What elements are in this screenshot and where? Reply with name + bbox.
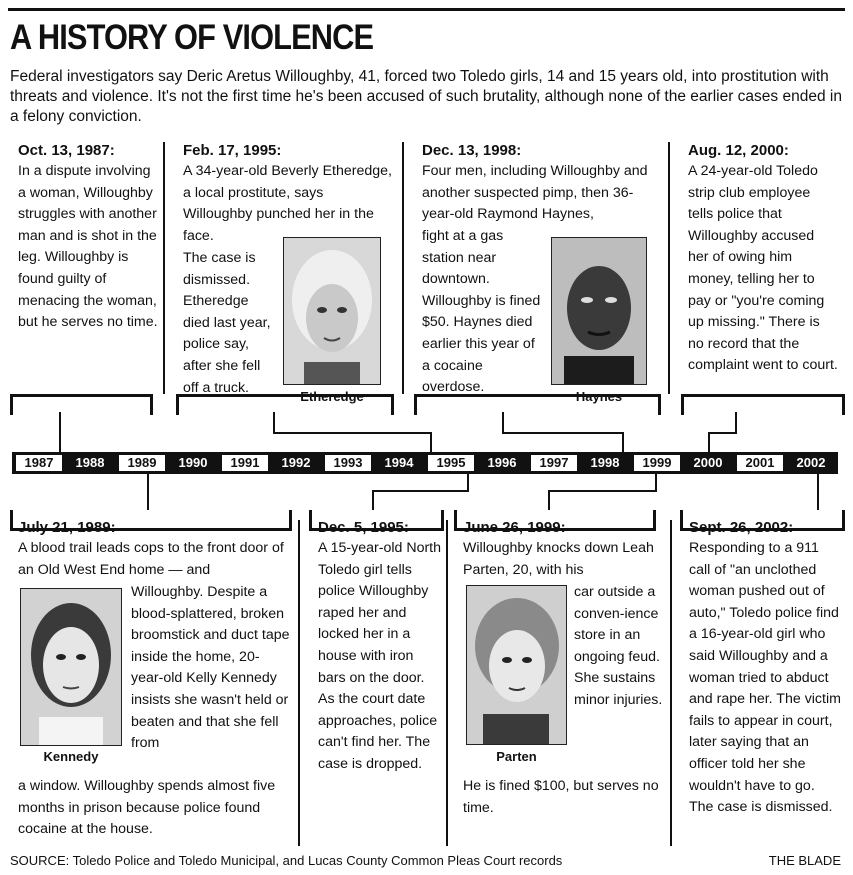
bracket-2000: [681, 394, 845, 415]
event-text: The case is dismissed. Etheredge died last year, police say, after she fell off a truck.: [183, 250, 271, 396]
year-label: 2001: [737, 455, 783, 471]
event-1995-dec: [318, 517, 442, 776]
event-1998-cont: [422, 226, 544, 399]
event-1987: [18, 140, 158, 334]
year-label: 1999: [634, 455, 680, 471]
year-label: 1991: [222, 455, 268, 471]
intro-paragraph: Federal investigators say Deric Aretus Willoughby, 41, forced two Toledo girls, 14 and 15 years old, into prostitution with threats and violence. It's not the first time he's been accused of such brutality, although none of the earlier cases ended in a felony conviction.: [10, 68, 842, 125]
bracket-1987: [10, 394, 153, 415]
connector: [817, 474, 819, 510]
year-label: 1993: [325, 455, 371, 471]
event-text: A 34-year-old Beverly Etheredge, a local prostitute, says Willoughby punched her in the face.: [183, 163, 392, 244]
column-divider: [402, 142, 404, 394]
year-label: 1996: [487, 455, 517, 470]
event-date: Dec. 5, 1995:: [318, 519, 409, 536]
event-1999: [463, 517, 663, 581]
year-label: 1992: [281, 455, 311, 470]
column-divider: [446, 520, 448, 846]
event-date: June 26, 1999:: [463, 519, 566, 536]
photo-caption: Etheredge: [300, 389, 364, 404]
photo-caption: Parten: [496, 749, 537, 764]
page-title: A HISTORY OF VIOLENCE: [10, 18, 374, 57]
column-divider: [163, 142, 165, 394]
year-label: 1998: [590, 455, 620, 470]
etheredge-photo: [283, 237, 381, 385]
event-1999-end: [463, 776, 663, 819]
event-1995-feb-cont: [183, 248, 278, 399]
event-text: Willoughby. Despite a blood-splattered, broken broomstick and duct tape inside the home, 20-year-old Kelly Kennedy insists she wasn't held or beaten and that she fell from: [131, 584, 290, 752]
year-label: 1989: [119, 455, 165, 471]
event-1989: [18, 517, 290, 581]
bracket-1998: [414, 394, 661, 415]
event-text: A 24-year-old Toledo strip club employee tells police that Willoughby accused her of owing him money, telling her to pay or "you're coming up missing." There is no record that the complaint went to court.: [688, 163, 838, 374]
year-label: 2002: [796, 455, 826, 470]
connector: [372, 490, 374, 510]
connector: [147, 474, 149, 510]
connector: [622, 432, 624, 452]
year-label: 1990: [178, 455, 208, 470]
source-note: SOURCE: Toledo Police and Toledo Municipal, and Lucas County Common Pleas Court records: [10, 853, 563, 868]
column-divider: [298, 520, 300, 846]
event-date: Aug. 12, 2000:: [688, 142, 789, 159]
connector: [273, 432, 432, 434]
haynes-photo: [551, 237, 647, 385]
year-label: 1997: [531, 455, 577, 471]
event-date: Sept. 26, 2002:: [689, 519, 794, 536]
event-text: He is fined $100, but serves no time.: [463, 778, 659, 816]
event-2000: [688, 140, 838, 377]
column-divider: [668, 142, 670, 394]
connector: [502, 412, 504, 434]
event-date: Oct. 13, 1987:: [18, 142, 115, 159]
connector: [708, 432, 710, 452]
photo-caption: Kennedy: [43, 749, 99, 764]
connector: [548, 490, 657, 492]
event-text: a window. Willoughby spends almost five months in prison because police found cocaine at the house.: [18, 778, 276, 838]
event-date: July 21, 1989:: [18, 519, 116, 536]
event-text: Four men, including Willoughby and another suspected pimp, then 36-year-old Raymond Haynes,: [422, 163, 648, 223]
connector: [708, 432, 737, 434]
publication-credit: THE BLADE: [768, 853, 841, 868]
event-text: A 15-year-old North Toledo girl tells police Willoughby raped her and locked her in a house with iron bars on the door. As the court date approaches, police can't find her. The case is dropped.: [318, 540, 442, 772]
year-label: 1994: [384, 455, 414, 470]
event-text: In a dispute involving a woman, Willoughby struggles with another man and is shot in the leg. Willoughby is found guilty of menacing the woman, but he serves no time.: [18, 163, 158, 331]
bracket-1995: [176, 394, 394, 415]
connector: [59, 412, 61, 452]
year-label: 1988: [75, 455, 105, 470]
connector: [273, 412, 275, 434]
kennedy-photo: [20, 588, 122, 746]
parten-photo: [466, 585, 567, 745]
year-label: 1987: [16, 455, 62, 471]
event-2002: [689, 517, 841, 819]
event-text: fight at a gas station near downtown. Willoughby is fined $50. Haynes died earlier this year of a cocaine overdose.: [422, 228, 541, 396]
event-1999-cont: [574, 582, 666, 712]
event-1995-feb: [183, 140, 393, 247]
event-1998: [422, 140, 662, 226]
event-1989-end: [18, 776, 290, 841]
event-date: Dec. 13, 1998:: [422, 142, 522, 159]
event-1989-cont: [131, 582, 291, 755]
connector: [502, 432, 624, 434]
connector: [372, 490, 469, 492]
event-date: Feb. 17, 1995:: [183, 142, 282, 159]
connector: [735, 412, 737, 434]
event-text: Responding to a 911 call of "an unclothed woman pushed out of auto," Toledo police find a 16-year-old girl who said Willoughby and a woman tried to abduct and rape her. The victim fails to appear in court, later saying that an officer told her she wouldn't have to go. The case is dismissed.: [689, 540, 841, 816]
connector: [548, 490, 550, 510]
event-text: A blood trail leads cops to the front door of an Old West End home — and: [18, 540, 284, 578]
event-text: Willoughby knocks down Leah Parten, 20, with his: [463, 540, 654, 578]
photo-caption: Haynes: [575, 389, 623, 404]
year-label: 2000: [693, 455, 723, 470]
column-divider: [670, 520, 672, 846]
year-label: 1995: [428, 455, 474, 471]
event-text: car outside a conven-ience store in an ongoing feud. She sustains minor injuries.: [574, 584, 663, 708]
top-rule: [8, 8, 845, 11]
connector: [430, 432, 432, 452]
